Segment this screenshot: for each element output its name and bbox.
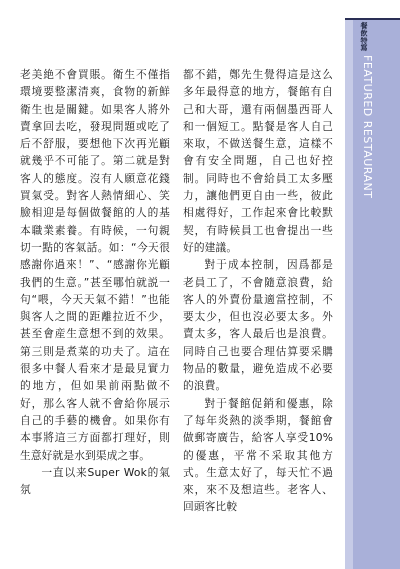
right-paragraph-3: 對于餐館促銷和優惠，除了每年炎熱的淡季期，餐館會做郵寄廣告，給客人享受10%的優惠，平常不采取其他方式。生意太好了，每天忙不過來，來不及想這些。老客人、回頭客比較 bbox=[183, 396, 333, 514]
sidebar-section-label: FEATURED RESTAURANT bbox=[361, 55, 374, 199]
sidebar-title: 餐飲特寫 bbox=[360, 22, 368, 52]
sidebar-strip bbox=[345, 20, 353, 569]
left-paragraph-1: 老美絶不會買賬。衛生不僅指環境要整潔清爽，食物的新鮮衛生也是關鍵。如果客人將外賣拿回去吃，發現問題或吃了后不舒服，要想他下次再光顧就幾乎不可能了。第二就是對客人的態度。沒有人願意花錢買氣受。對客人熱情細心、笑臉相迎是每個做餐館的人的基本職業素養。有時候，一句親切一點的客氣話。如：“今天很感謝你過來！”、“感謝你光顧我們的生意。”甚至哪怕就説一句“喂，今天天氣不錯！”也能與客人之間的距離拉近不少，甚至會産生意想不到的效果。第三則是煮菜的功夫了。這在很多中餐人看來才是最見實力的地方，但如果前兩點做不好，那么客人就不會給你展示自己的手藝的機會。如果你有本事將這三方面都打理好，則生意好就是水到渠成之事。 bbox=[20, 68, 170, 462]
left-paragraph-2: 一直以来Super Wok的氣氛 bbox=[20, 465, 170, 497]
right-paragraph-2: 對于成本控制，因爲都是老員工了，不會隨意浪費，給客人的外賣份量適當控制，不要太少，但也沒必要太多。外賣太多，客人最后也是浪費。同時自己也要合理估算要采購物品的數量，避免造成不必要的浪費。 bbox=[183, 258, 333, 393]
right-column bbox=[183, 66, 333, 516]
right-paragraph-1: 都不錯，鄭先生覺得這是这么多年最得意的地方，餐館有自己和大哥，還有兩個墨西哥人和一個短工。點餐是客人自己來取，不做送餐生意，這樣不會有安全問題，自己也好控制。同時也不會給員工太多壓力，讓他們更自由一些，彼此相處得好，工作起來會比較默契，有時候員工也會提出一些好的建議。 bbox=[183, 68, 333, 254]
left-column bbox=[20, 66, 170, 498]
